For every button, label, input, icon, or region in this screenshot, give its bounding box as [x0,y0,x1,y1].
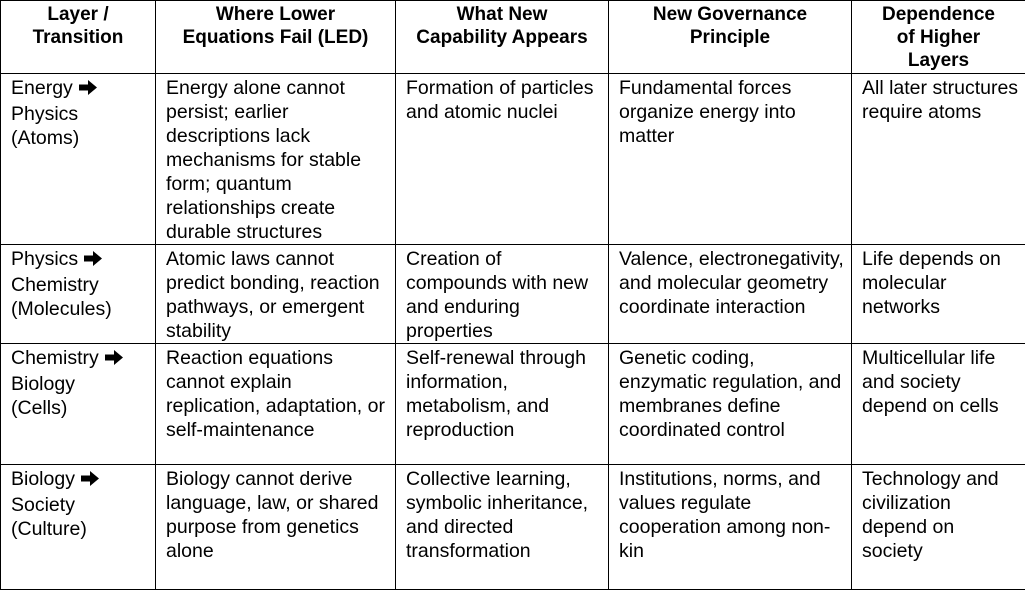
layer-transition-cell [1,344,156,465]
capability-cell: Self-renewal through information, metabolism, and reproduction [396,344,609,465]
right-arrow-icon [78,78,98,102]
layer-from: Energy [11,77,73,99]
table-row [1,245,1025,344]
layer-from: Physics [11,248,78,270]
layer-sub: (Molecules) [11,297,149,321]
table-row [1,74,1025,245]
principle-cell: Institutions, norms, and values regulate cooperation among non-kin [609,465,852,590]
layer-from: Biology [11,468,75,490]
layer-transition-cell [1,465,156,590]
header-where-lower-equations-fail: Where Lower Equations Fail (LED) [156,1,396,74]
header-what-new-capability: What New Capability Appears [396,1,609,74]
header-new-governance-principle: New Governance Principle [609,1,852,74]
capability-cell: Formation of particles and atomic nuclei [396,74,609,245]
layer-to: Society [11,493,149,517]
header-dependence-of-higher-layers: Dependence of Higher Layers [852,1,1025,74]
layer-from: Chemistry [11,347,99,369]
principle-cell: Genetic coding, enzymatic regulation, and membranes define coordinated control [609,344,852,465]
capability-cell: Collective learning, symbolic inheritance, and directed transformation [396,465,609,590]
led-cell: Atomic laws cannot predict bonding, reaction pathways, or emergent stability [156,245,396,344]
table-row [1,465,1025,590]
led-cell: Energy alone cannot persist; earlier descriptions lack mechanisms for stable form; quantum relationships create durable structures [156,74,396,245]
layer-sub: (Atoms) [11,126,149,150]
layer-sub: (Cells) [11,396,149,420]
capability-cell: Creation of compounds with new and enduring properties [396,245,609,344]
led-cell: Biology cannot derive language, law, or shared purpose from genetics alone [156,465,396,590]
layer-to: Chemistry [11,273,149,297]
right-arrow-icon [104,348,124,372]
dependence-cell: Multicellular life and society depend on cells [852,344,1025,465]
layer-sub: (Culture) [11,517,149,541]
layer-transition-cell [1,74,156,245]
dependence-cell: All later structures require atoms [852,74,1025,245]
header-layer-transition: Layer / Transition [1,1,156,74]
led-cell: Reaction equations cannot explain replication, adaptation, or self-maintenance [156,344,396,465]
principle-cell: Fundamental forces organize energy into matter [609,74,852,245]
layer-transition-cell [1,245,156,344]
table-row [1,344,1025,465]
principle-cell: Valence, electronegativity, and molecular geometry coordinate interaction [609,245,852,344]
dependence-cell: Technology and civilization depend on society [852,465,1025,590]
dependence-cell: Life depends on molecular networks [852,245,1025,344]
layer-to: Physics [11,102,149,126]
header-row [1,1,1025,74]
right-arrow-icon [83,249,103,273]
layer-to: Biology [11,372,149,396]
right-arrow-icon [80,469,100,493]
